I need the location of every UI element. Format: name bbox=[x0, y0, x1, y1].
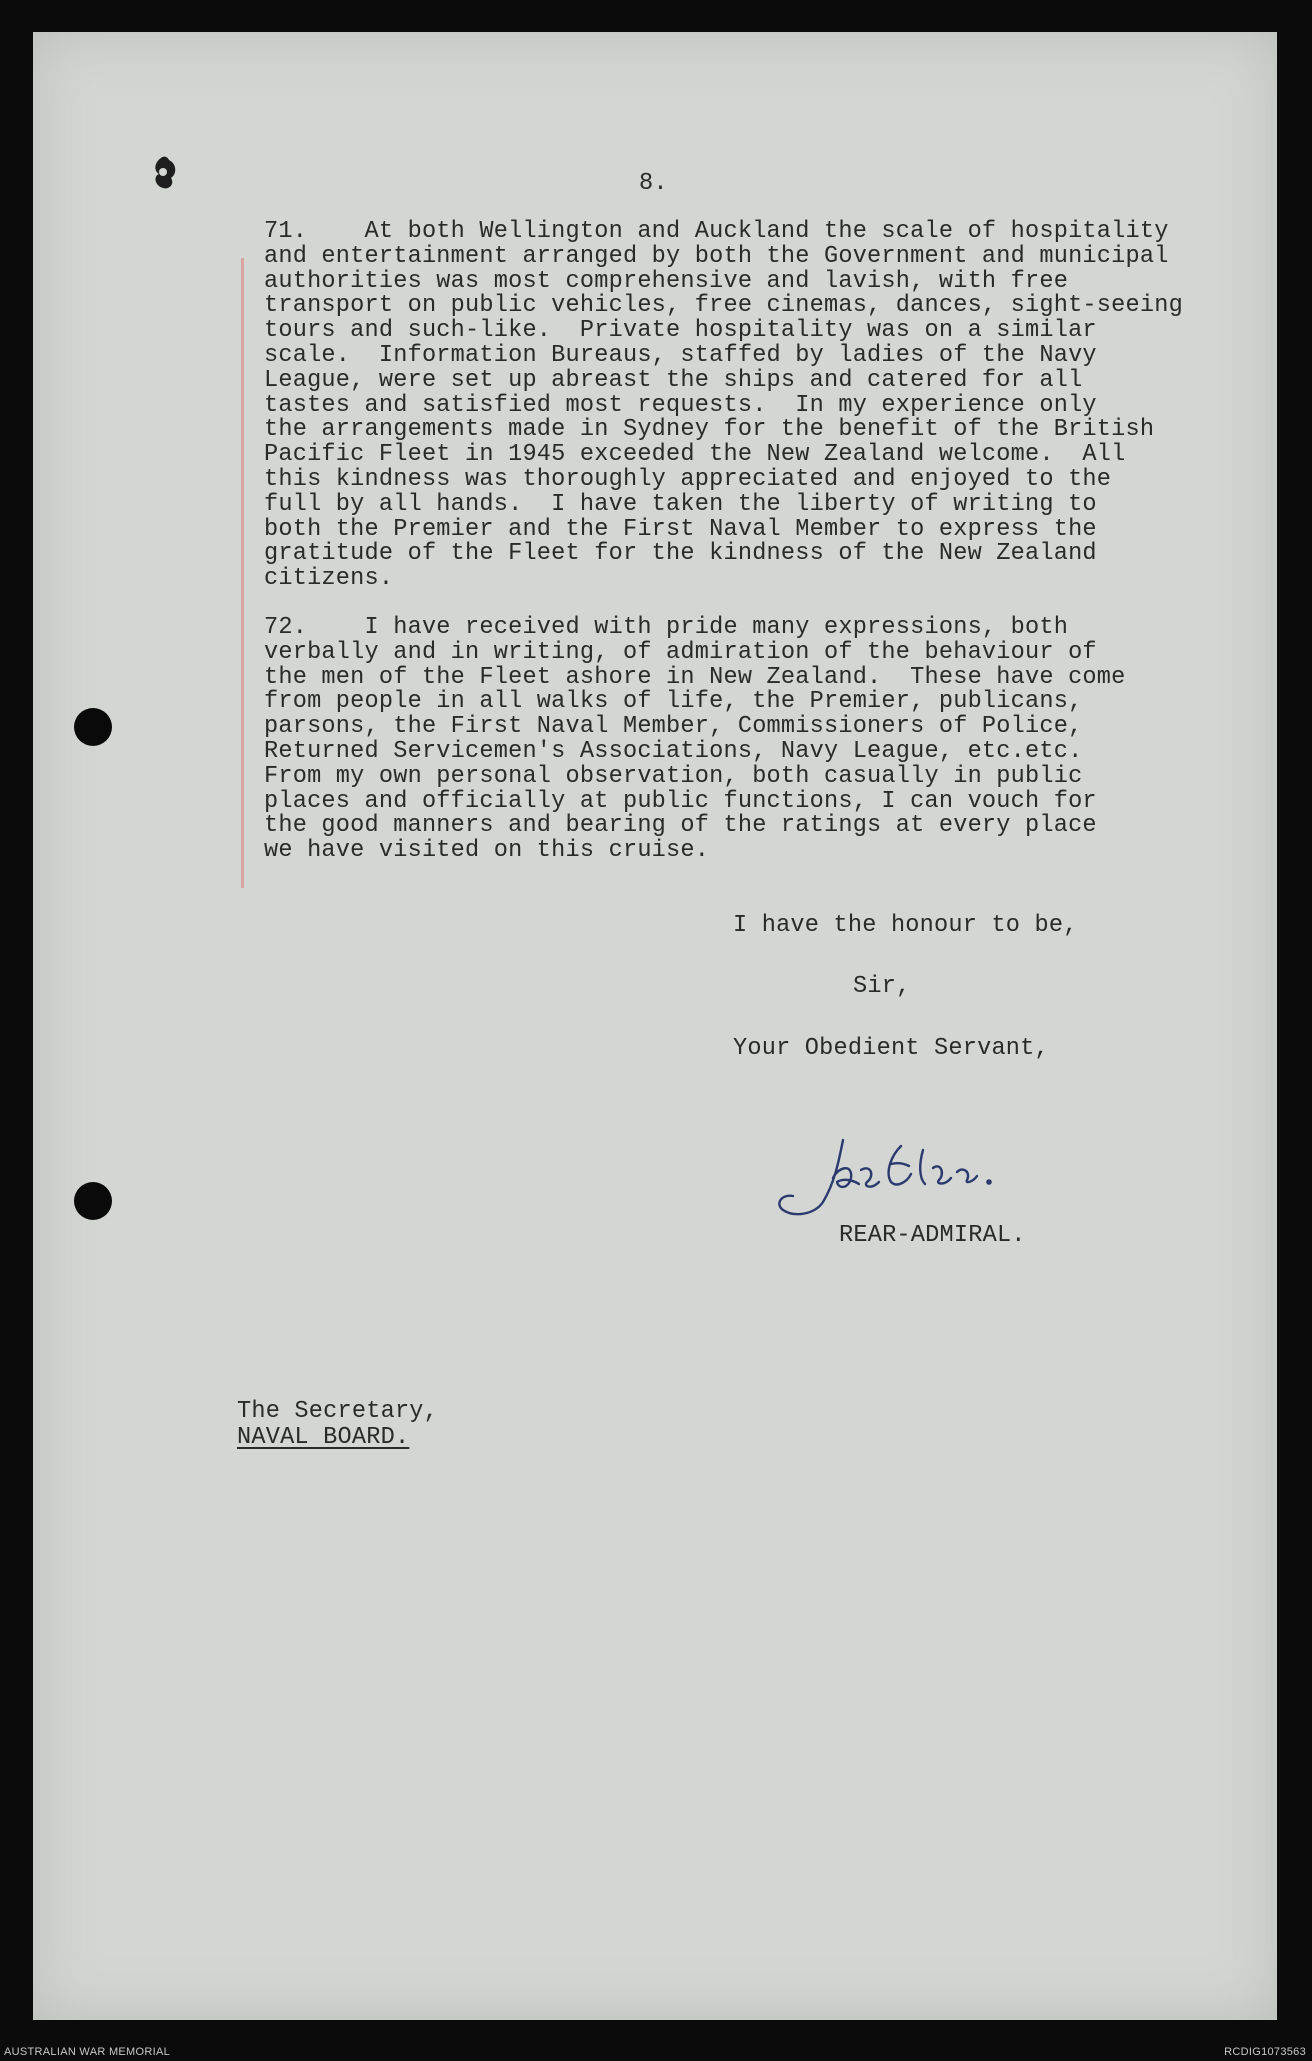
text-line: and entertainment arranged by both the Government and municipal bbox=[264, 242, 1169, 270]
text-line: 71. At both Wellington and Auckland the scale of hospitality bbox=[264, 218, 1169, 245]
text-line: gratitude of the Fleet for the kindness of the New Zealand bbox=[264, 540, 1097, 568]
text-line: from people in all walks of life, the Premier, publicans, bbox=[264, 688, 1083, 716]
text-line: citizens. bbox=[264, 565, 394, 593]
signatory-rank: REAR-ADMIRAL. bbox=[839, 1222, 1026, 1249]
text-line: tours and such-like. Private hospitality was on a similar bbox=[264, 317, 1097, 345]
staple-mark-icon bbox=[147, 152, 183, 192]
punch-hole bbox=[74, 1182, 112, 1220]
punch-hole bbox=[74, 708, 112, 746]
text-line: tastes and satisfied most requests. In my experience only bbox=[264, 391, 1097, 419]
text-line: From my own personal observation, both casually in public bbox=[264, 762, 1083, 790]
text-line: scale. Information Bureaus, staffed by ladies of the Navy bbox=[264, 341, 1097, 369]
text-line: both the Premier and the First Naval Member to express the bbox=[264, 515, 1097, 543]
closing-honour: I have the honour to be, bbox=[733, 912, 1078, 939]
text-line: the arrangements made in Sydney for the benefit of the British bbox=[264, 416, 1155, 444]
text-line: transport on public vehicles, free cinemas, dances, sight-seeing bbox=[264, 292, 1183, 320]
paragraph-71 bbox=[264, 220, 1264, 592]
text-line: full by all hands. I have taken the liberty of writing to bbox=[264, 490, 1097, 518]
text-line: the good manners and bearing of the ratings at every place bbox=[264, 812, 1097, 840]
archive-footer-right: RCDIG1073563 bbox=[1224, 2046, 1306, 2058]
page-number: 8. bbox=[639, 170, 668, 197]
text-line: this kindness was thoroughly appreciated and enjoyed to the bbox=[264, 465, 1112, 493]
addressee-title: The Secretary, bbox=[237, 1398, 439, 1425]
text-line: places and officially at public functions, I can vouch for bbox=[264, 787, 1097, 815]
signature bbox=[773, 1120, 1053, 1230]
text-line: authorities was most comprehensive and lavish, with free bbox=[264, 267, 1069, 295]
closing-servant: Your Obedient Servant, bbox=[733, 1035, 1049, 1062]
text-line: 72. I have received with pride many expressions, both bbox=[264, 614, 1069, 641]
document-page bbox=[33, 32, 1277, 2020]
text-line: Returned Servicemen's Associations, Navy League, etc.etc. bbox=[264, 737, 1083, 765]
text-line: Pacific Fleet in 1945 exceeded the New Zealand welcome. All bbox=[264, 441, 1126, 469]
text-line: verbally and in writing, of admiration of the behaviour of bbox=[264, 638, 1097, 666]
text-line: parsons, the First Naval Member, Commissioners of Police, bbox=[264, 713, 1083, 741]
margin-mark bbox=[241, 258, 244, 888]
paragraph-72 bbox=[264, 616, 1264, 864]
addressee-board: NAVAL BOARD. bbox=[237, 1424, 410, 1451]
text-line: we have visited on this cruise. bbox=[264, 837, 710, 865]
closing-salutation: Sir, bbox=[853, 973, 911, 1000]
archive-footer-left: AUSTRALIAN WAR MEMORIAL bbox=[4, 2046, 171, 2058]
text-line: League, were set up abreast the ships and catered for all bbox=[264, 366, 1083, 394]
text-line: the men of the Fleet ashore in New Zealand. These have come bbox=[264, 663, 1126, 691]
